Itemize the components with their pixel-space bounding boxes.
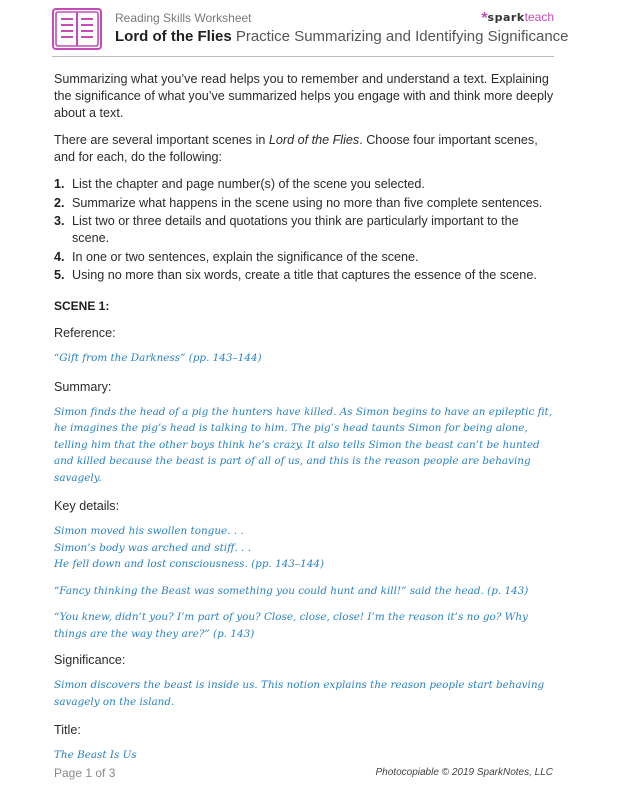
worksheet-series: Reading Skills Worksheet — [115, 11, 252, 25]
step-text: Using no more than six words, create a title that captures the essence of the scene. — [72, 268, 537, 282]
instruction-item — [54, 195, 554, 212]
reference-answer: “Gift from the Darkness” (pp. 143–144) — [54, 352, 262, 364]
scene-heading: SCENE 1: — [54, 299, 110, 313]
step-text: List two or three details and quotations you think are particularly important to the scene. — [72, 214, 519, 245]
significance-answer: Simon discovers the beast is inside us. This notion explains the reason people start behaving savagely on the island. — [54, 679, 545, 708]
brand-teach: teach — [524, 10, 554, 24]
instruction-list — [54, 176, 554, 284]
title-label: Title: — [54, 723, 81, 737]
brand-spark: spark — [487, 11, 525, 24]
book-title: Lord of the Flies — [115, 28, 232, 45]
copyright-notice: Photocopiable © 2019 SparkNotes, LLC — [375, 767, 553, 778]
page-number: Page 1 of 3 — [54, 766, 116, 780]
step-number: 3. — [54, 214, 65, 228]
step-text: Summarize what happens in the scene using no more than five complete sentences. — [72, 195, 543, 210]
brand-star: * — [481, 10, 488, 27]
summary-answer: Simon finds the head of a pig the hunters have killed. As Simon begins to have an epileptic fit, he imagines the pig’s head is talking to him. The pig’s head taunts Simon for being alone, telling him that the other boys think he’s crazy. It also tells Simon the beast can’t be hunted and killed because the beast is part of all of us, and this is the reason people are behaving savagely. — [54, 405, 552, 484]
detail-line: Simon moved his swollen tongue. . . — [54, 525, 244, 537]
step-text: In one or two sentences, explain the significance of the scene. — [72, 249, 419, 264]
intro-text: . Choose four important scenes, and for each, do the following: — [54, 133, 538, 164]
step-number: 5. — [54, 268, 65, 282]
worksheet-body — [54, 71, 554, 774]
header-divider — [52, 56, 554, 57]
worksheet-title: Practice Summarizing and Identifying Significance — [235, 28, 569, 45]
intro-paragraph-1: Summarizing what you’ve read helps you to remember and understand a text. Explaining the significance of what you’ve summarized helps you engage with and think more deeply about a text. — [54, 72, 554, 120]
page-header — [52, 8, 569, 54]
page-title — [115, 28, 569, 45]
step-number: 4. — [54, 249, 65, 264]
significance-label: Significance: — [54, 653, 126, 667]
key-details-label: Key details: — [54, 499, 120, 513]
detail-line: Simon’s body was arched and stiff. . . — [54, 541, 251, 554]
intro-text: There are several important scenes in — [54, 133, 269, 147]
quote-answer: “You knew, didn’t you? I’m part of you? Close, close, close! I’m the reason it’s no go? Why things are the way they are?” (p. 143) — [54, 611, 528, 640]
sparkteach-logo — [481, 8, 554, 26]
quote-answer: “Fancy thinking the Beast was something you could hunt and kill!” said the head. (p. 143) — [54, 584, 529, 597]
intro-paragraph-2 — [54, 132, 554, 166]
title-answer: The Beast Is Us — [54, 749, 137, 761]
instruction-item — [54, 176, 554, 193]
open-book-icon — [52, 8, 102, 50]
summary-label: Summary: — [54, 379, 112, 394]
reference-label: Reference: — [54, 326, 116, 340]
key-details-answer — [54, 523, 554, 573]
instruction-item — [54, 213, 554, 247]
step-number: 2. — [54, 195, 65, 210]
detail-line: He fell down and lost consciousness. (pp. 143–144) — [54, 558, 324, 570]
instruction-item — [54, 267, 554, 284]
instruction-item — [54, 249, 554, 266]
book-title-inline: Lord of the Flies — [268, 133, 360, 147]
step-text: List the chapter and page number(s) of the scene you selected. — [72, 177, 425, 191]
step-number: 1. — [54, 177, 65, 191]
